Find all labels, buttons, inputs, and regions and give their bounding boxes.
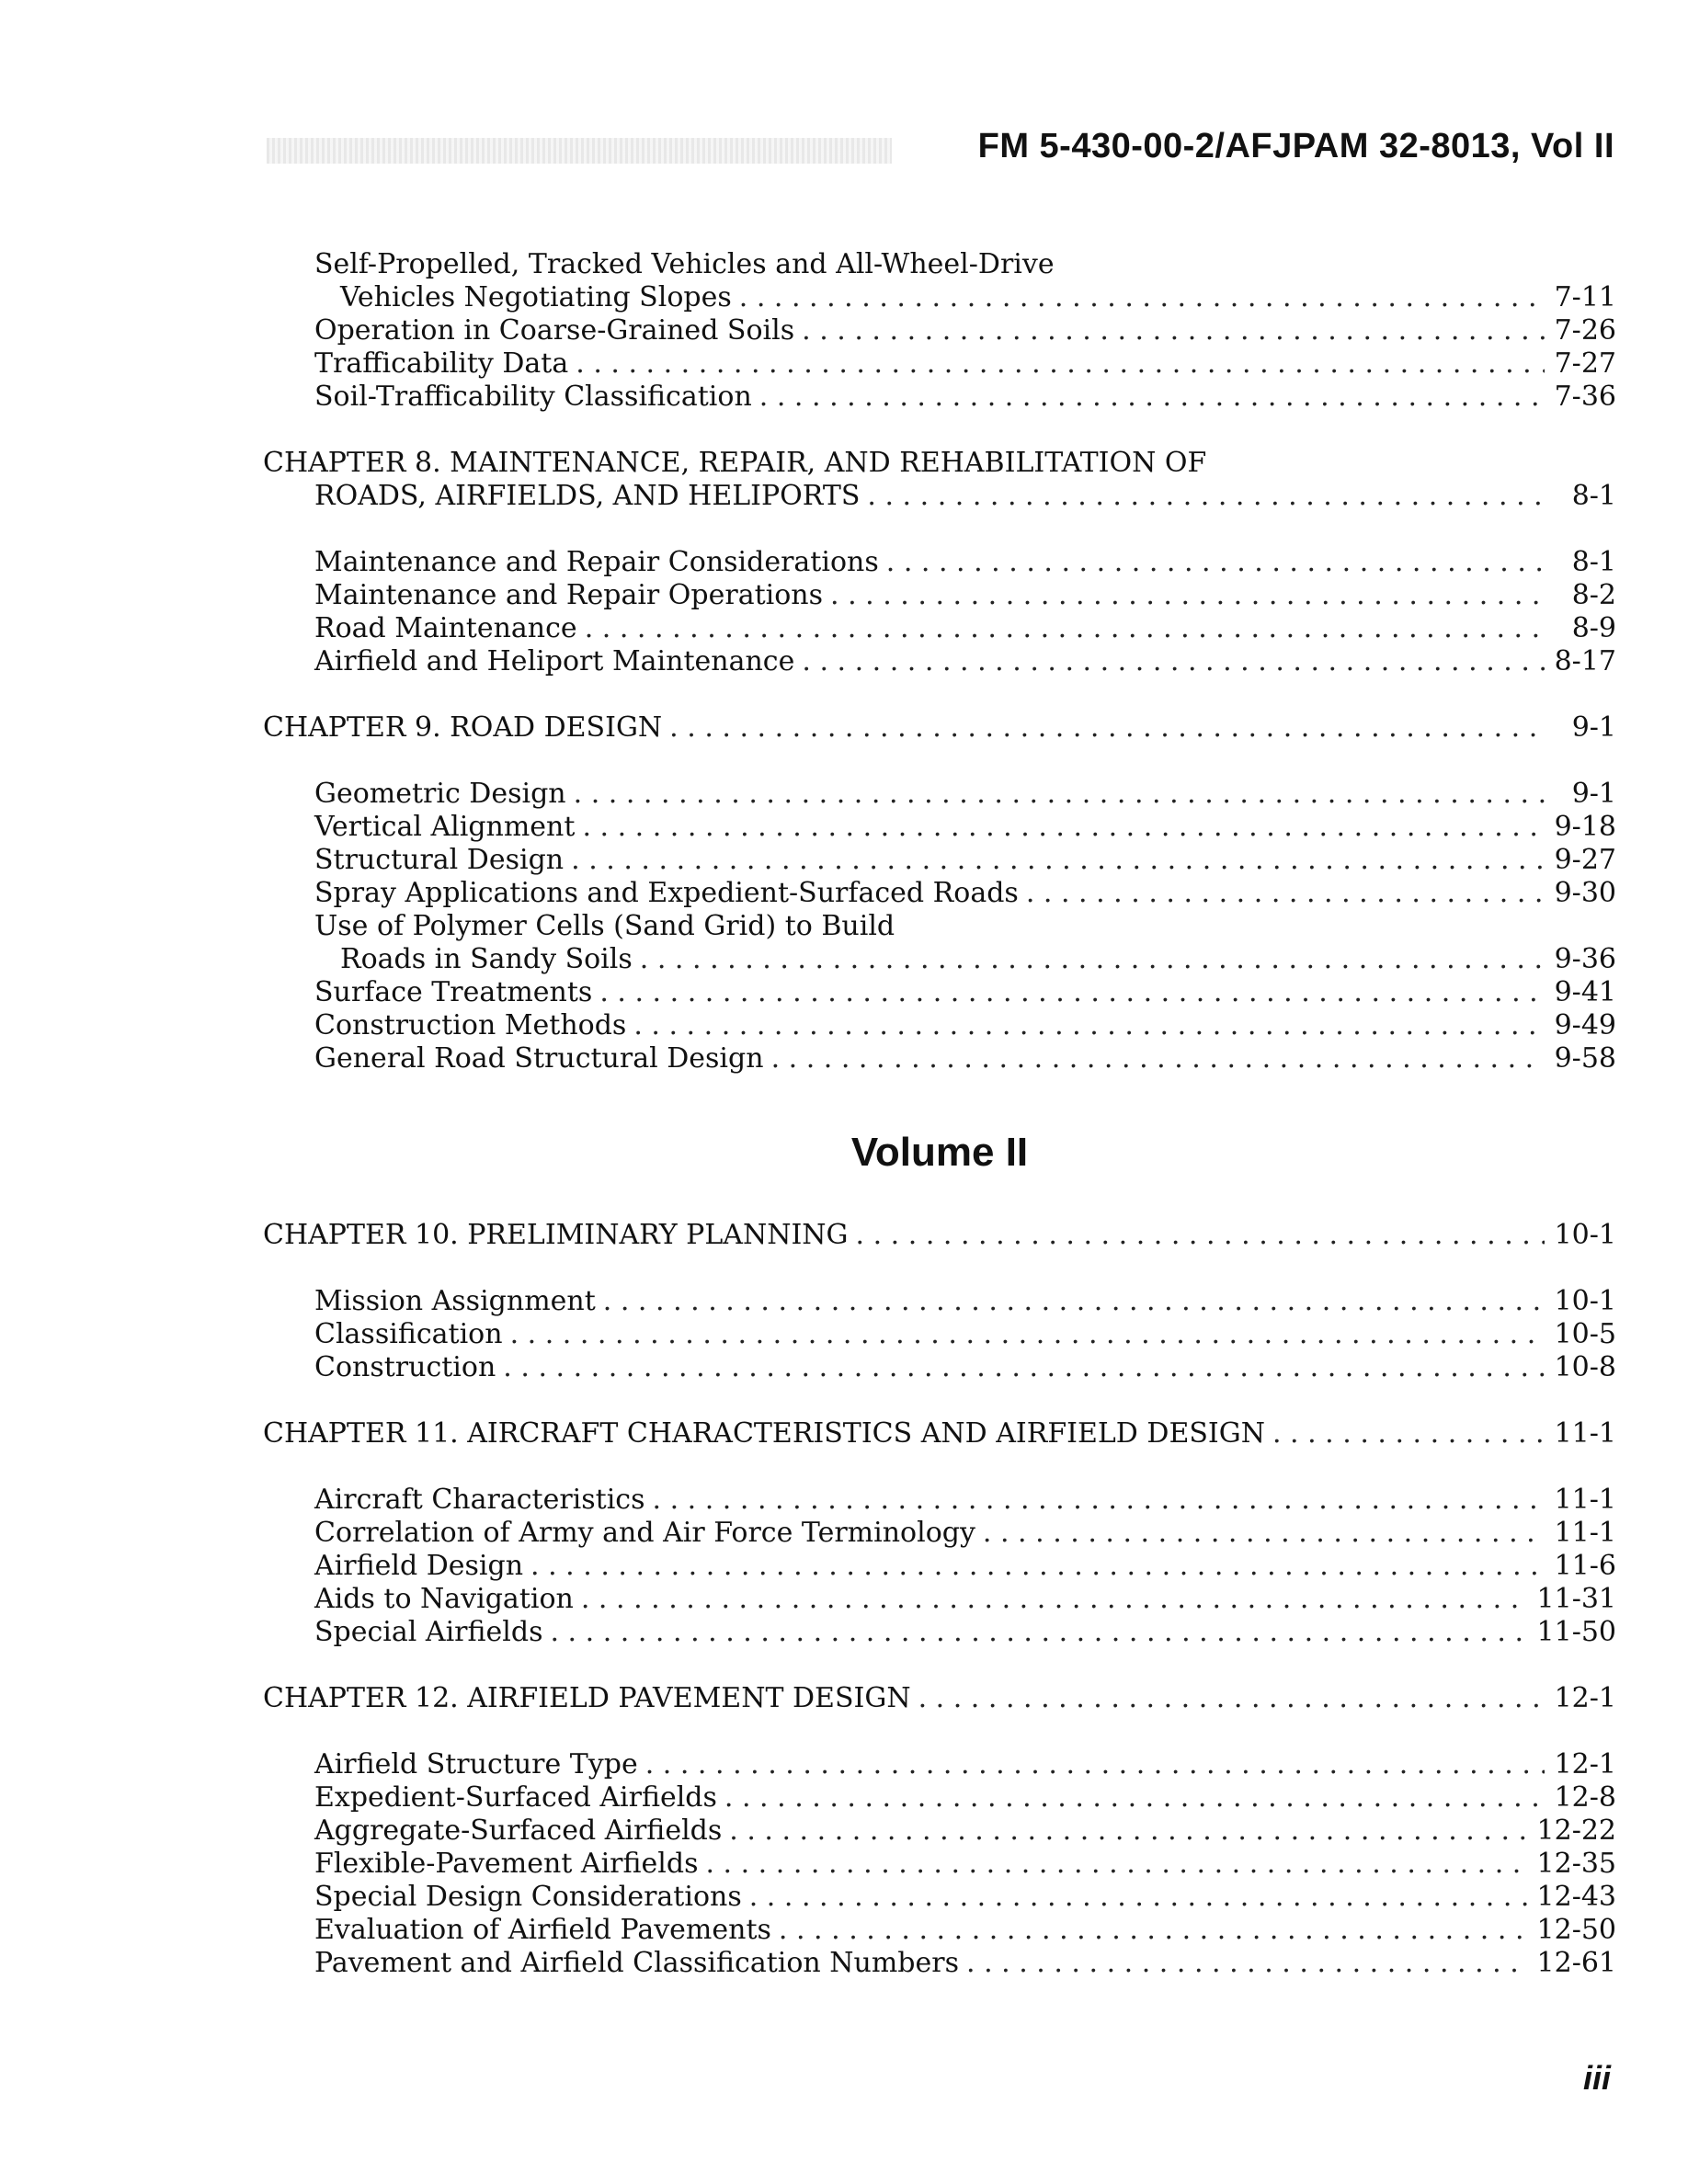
toc-entry[interactable] <box>263 1484 1616 1517</box>
toc-entry[interactable] <box>263 381 1616 414</box>
chapter-heading-entry[interactable] <box>263 1417 1616 1450</box>
spacer <box>263 678 1616 711</box>
toc-entry-page: 7-36 <box>1554 381 1616 413</box>
leader-dots <box>645 1748 1545 1781</box>
toc-entry-page: 9-30 <box>1554 877 1616 909</box>
spacer <box>263 1715 1616 1748</box>
leader-dots <box>830 579 1545 612</box>
chapter-page: 12-1 <box>1554 1682 1616 1714</box>
toc-entry-page: 11-50 <box>1536 1616 1616 1648</box>
toc-entry[interactable] <box>263 1583 1616 1616</box>
spacer <box>263 1450 1616 1484</box>
toc-entry-title: Airfield Structure Type <box>314 1748 638 1780</box>
toc-entry-title: Vertical Alignment <box>314 811 576 843</box>
toc-entry[interactable] <box>263 1814 1616 1848</box>
toc-entry[interactable] <box>263 943 1616 976</box>
toc-entry-title: Classification <box>314 1318 503 1350</box>
spacer <box>263 414 1616 447</box>
toc-entry-page: 7-27 <box>1554 347 1616 380</box>
leader-dots <box>640 943 1545 976</box>
toc-entry-page: 8-9 <box>1571 612 1616 644</box>
toc-entry-title: Maintenance and Repair Operations <box>314 579 824 611</box>
toc-entry-page: 10-1 <box>1554 1285 1616 1317</box>
leader-dots <box>574 778 1545 811</box>
spacer <box>263 1384 1616 1417</box>
chapter-page: 8-1 <box>1571 480 1616 512</box>
spacer <box>263 1649 1616 1682</box>
leader-dots <box>669 711 1545 745</box>
leader-dots <box>603 1285 1545 1318</box>
toc-entry-page: 12-50 <box>1536 1914 1616 1946</box>
toc-entry-title: Maintenance and Repair Considerations <box>314 546 879 578</box>
toc-entry-title: Road Maintenance <box>314 612 577 644</box>
leader-dots <box>571 844 1545 877</box>
toc-entry[interactable] <box>263 314 1616 347</box>
leader-dots <box>802 314 1545 347</box>
toc-entry[interactable] <box>263 1881 1616 1914</box>
toc-entry-title: Mission Assignment <box>314 1285 596 1317</box>
toc-entry[interactable] <box>263 811 1616 844</box>
toc-entry[interactable] <box>263 347 1616 381</box>
toc-entry[interactable] <box>263 1009 1616 1042</box>
toc-entry-page: 12-22 <box>1536 1814 1616 1847</box>
chapter-heading: CHAPTER 10. PRELIMINARY PLANNING <box>263 1219 849 1251</box>
leader-dots <box>1026 877 1545 910</box>
toc-entry-page: 11-31 <box>1536 1583 1616 1615</box>
toc-entry-page: 7-26 <box>1554 314 1616 347</box>
chapter-heading-entry[interactable] <box>263 1219 1616 1252</box>
leader-dots <box>585 612 1545 645</box>
toc-entry[interactable] <box>263 1947 1616 1980</box>
toc-entry[interactable] <box>263 877 1616 910</box>
toc-entry-wrap-line <box>263 248 1616 281</box>
toc-entry-title: Vehicles Negotiating Slopes <box>340 281 732 313</box>
toc-entry-wrap-line <box>263 910 1616 943</box>
leader-dots <box>966 1947 1530 1980</box>
toc-entry-page: 9-36 <box>1554 943 1616 975</box>
leader-dots <box>759 381 1545 414</box>
toc-entry[interactable] <box>263 1285 1616 1318</box>
spacer <box>263 513 1616 546</box>
toc-entry-page: 10-8 <box>1554 1351 1616 1383</box>
leader-dots <box>802 645 1545 678</box>
leader-dots <box>867 480 1545 513</box>
leader-dots <box>749 1881 1530 1914</box>
toc-entry-page: 12-1 <box>1554 1748 1616 1780</box>
chapter-heading-entry[interactable] <box>263 1682 1616 1715</box>
toc-entry-page: 11-6 <box>1554 1550 1616 1582</box>
toc-entry-title: Operation in Coarse-Grained Soils <box>314 314 795 347</box>
leader-dots <box>653 1484 1545 1517</box>
toc-entry-page: 11-1 <box>1554 1517 1616 1549</box>
toc-entry-title: Aggregate-Surfaced Airfields <box>314 1814 723 1847</box>
leader-dots <box>582 811 1545 844</box>
toc-entry-page: 9-27 <box>1554 844 1616 876</box>
toc-entry-page: 10-5 <box>1554 1318 1616 1350</box>
leader-dots <box>550 1616 1529 1649</box>
toc-entry-title: Trafficability Data <box>314 347 569 380</box>
toc-entry-title: Pavement and Airfield Classification Numbers <box>314 1947 959 1979</box>
toc-entry-page: 8-17 <box>1554 645 1616 677</box>
toc-entry[interactable] <box>263 976 1616 1009</box>
toc-entry-title: Expedient-Surfaced Airfields <box>314 1781 717 1814</box>
toc-entry-page: 12-43 <box>1536 1881 1616 1913</box>
toc-entry-title: Flexible-Pavement Airfields <box>314 1848 699 1880</box>
leader-dots <box>771 1042 1545 1075</box>
toc-entry[interactable] <box>263 1351 1616 1384</box>
leader-dots <box>779 1914 1530 1947</box>
leader-dots <box>729 1814 1529 1848</box>
toc-entry[interactable] <box>263 844 1616 877</box>
toc-entry[interactable] <box>263 645 1616 678</box>
leader-dots <box>503 1351 1545 1384</box>
leader-dots <box>918 1682 1545 1715</box>
toc-entry[interactable] <box>263 612 1616 645</box>
toc-entry-title: Structural Design <box>314 844 565 876</box>
toc-entry[interactable] <box>263 546 1616 579</box>
leader-dots <box>983 1517 1545 1550</box>
table-of-contents <box>263 248 1616 1980</box>
toc-entry-title: Construction <box>314 1351 496 1383</box>
toc-entry[interactable] <box>263 579 1616 612</box>
chapter-heading-line <box>263 447 1616 480</box>
toc-entry-page: 9-41 <box>1554 976 1616 1008</box>
running-head: FM 5-430-00-2/AFJPAM 32-8013, Vol II <box>977 127 1614 165</box>
toc-entry-page: 8-1 <box>1571 546 1616 578</box>
toc-entry-title: Airfield Design <box>314 1550 524 1582</box>
toc-entry[interactable] <box>263 1781 1616 1814</box>
toc-entry-page: 9-49 <box>1554 1009 1616 1041</box>
leader-dots <box>856 1219 1545 1252</box>
toc-entry-title: Spray Applications and Expedient-Surfaced Roads <box>314 877 1019 909</box>
header-scan-artifact <box>267 138 892 164</box>
toc-entry[interactable] <box>263 1042 1616 1075</box>
leader-dots <box>581 1583 1530 1616</box>
chapter-heading: ROADS, AIRFIELDS, AND HELIPORTS <box>314 480 861 512</box>
leader-dots <box>510 1318 1545 1351</box>
volume-title: Volume II <box>850 1130 1029 1175</box>
toc-entry-page: 9-1 <box>1571 778 1616 810</box>
page-number: iii <box>1582 2059 1611 2097</box>
toc-entry-page: 7-11 <box>1554 281 1616 313</box>
toc-entry-title: Geometric Design <box>314 778 566 810</box>
toc-entry[interactable] <box>263 1517 1616 1550</box>
leader-dots <box>1272 1417 1545 1450</box>
leader-dots <box>724 1781 1545 1814</box>
toc-entry-title: Roads in Sandy Soils <box>340 943 633 975</box>
toc-entry-page: 9-18 <box>1554 811 1616 843</box>
toc-entry-page: 9-58 <box>1554 1042 1616 1075</box>
chapter-heading: CHAPTER 8. MAINTENANCE, REPAIR, AND REHABILITATION OF <box>263 447 1207 479</box>
toc-entry[interactable] <box>263 1848 1616 1881</box>
toc-entry-page: 12-61 <box>1536 1947 1616 1979</box>
toc-entry-page: 12-35 <box>1536 1848 1616 1880</box>
leader-dots <box>633 1009 1545 1042</box>
chapter-page: 9-1 <box>1571 711 1616 744</box>
toc-entry[interactable] <box>263 281 1616 314</box>
toc-entry-title: Aircraft Characteristics <box>314 1484 645 1516</box>
toc-entry-title: Self-Propelled, Tracked Vehicles and All-Wheel-Drive <box>314 248 1055 280</box>
toc-entry-title: General Road Structural Design <box>314 1042 764 1075</box>
toc-entry-title: Evaluation of Airfield Pavements <box>314 1914 771 1946</box>
chapter-heading-entry[interactable] <box>263 711 1616 745</box>
toc-entry-page: 8-2 <box>1571 579 1616 611</box>
toc-entry[interactable] <box>263 1748 1616 1781</box>
toc-entry-title: Special Airfields <box>314 1616 543 1648</box>
leader-dots <box>599 976 1545 1009</box>
toc-entry[interactable] <box>263 1550 1616 1583</box>
toc-entry-title: Surface Treatments <box>314 976 593 1008</box>
toc-entry-title: Soil-Trafficability Classification <box>314 381 752 413</box>
toc-entry-title: Special Design Considerations <box>314 1881 742 1913</box>
leader-dots <box>576 347 1545 381</box>
toc-entry-title: Airfield and Heliport Maintenance <box>314 645 795 677</box>
leader-dots <box>886 546 1545 579</box>
toc-entry-title: Aids to Navigation <box>314 1583 574 1615</box>
toc-entry[interactable] <box>263 1318 1616 1351</box>
toc-entry-title: Use of Polymer Cells (Sand Grid) to Build <box>314 910 895 942</box>
spacer <box>263 745 1616 778</box>
chapter-heading: CHAPTER 12. AIRFIELD PAVEMENT DESIGN <box>263 1682 911 1714</box>
toc-entry-title: Construction Methods <box>314 1009 627 1041</box>
toc-entry-page: 12-8 <box>1554 1781 1616 1814</box>
spacer <box>263 1252 1616 1285</box>
toc-entry[interactable] <box>263 778 1616 811</box>
toc-entry-page: 11-1 <box>1554 1484 1616 1516</box>
leader-dots <box>530 1550 1545 1583</box>
chapter-heading: CHAPTER 11. AIRCRAFT CHARACTERISTICS AND AIRFIELD DESIGN <box>263 1417 1265 1450</box>
toc-entry[interactable] <box>263 1914 1616 1947</box>
chapter-page: 10-1 <box>1554 1219 1616 1251</box>
chapter-heading-entry[interactable] <box>263 480 1616 513</box>
toc-entry-title: Correlation of Army and Air Force Terminology <box>314 1517 975 1549</box>
leader-dots <box>739 281 1545 314</box>
chapter-heading: CHAPTER 9. ROAD DESIGN <box>263 711 663 744</box>
toc-entry[interactable] <box>263 1616 1616 1649</box>
chapter-page: 11-1 <box>1554 1417 1616 1450</box>
leader-dots <box>705 1848 1529 1881</box>
